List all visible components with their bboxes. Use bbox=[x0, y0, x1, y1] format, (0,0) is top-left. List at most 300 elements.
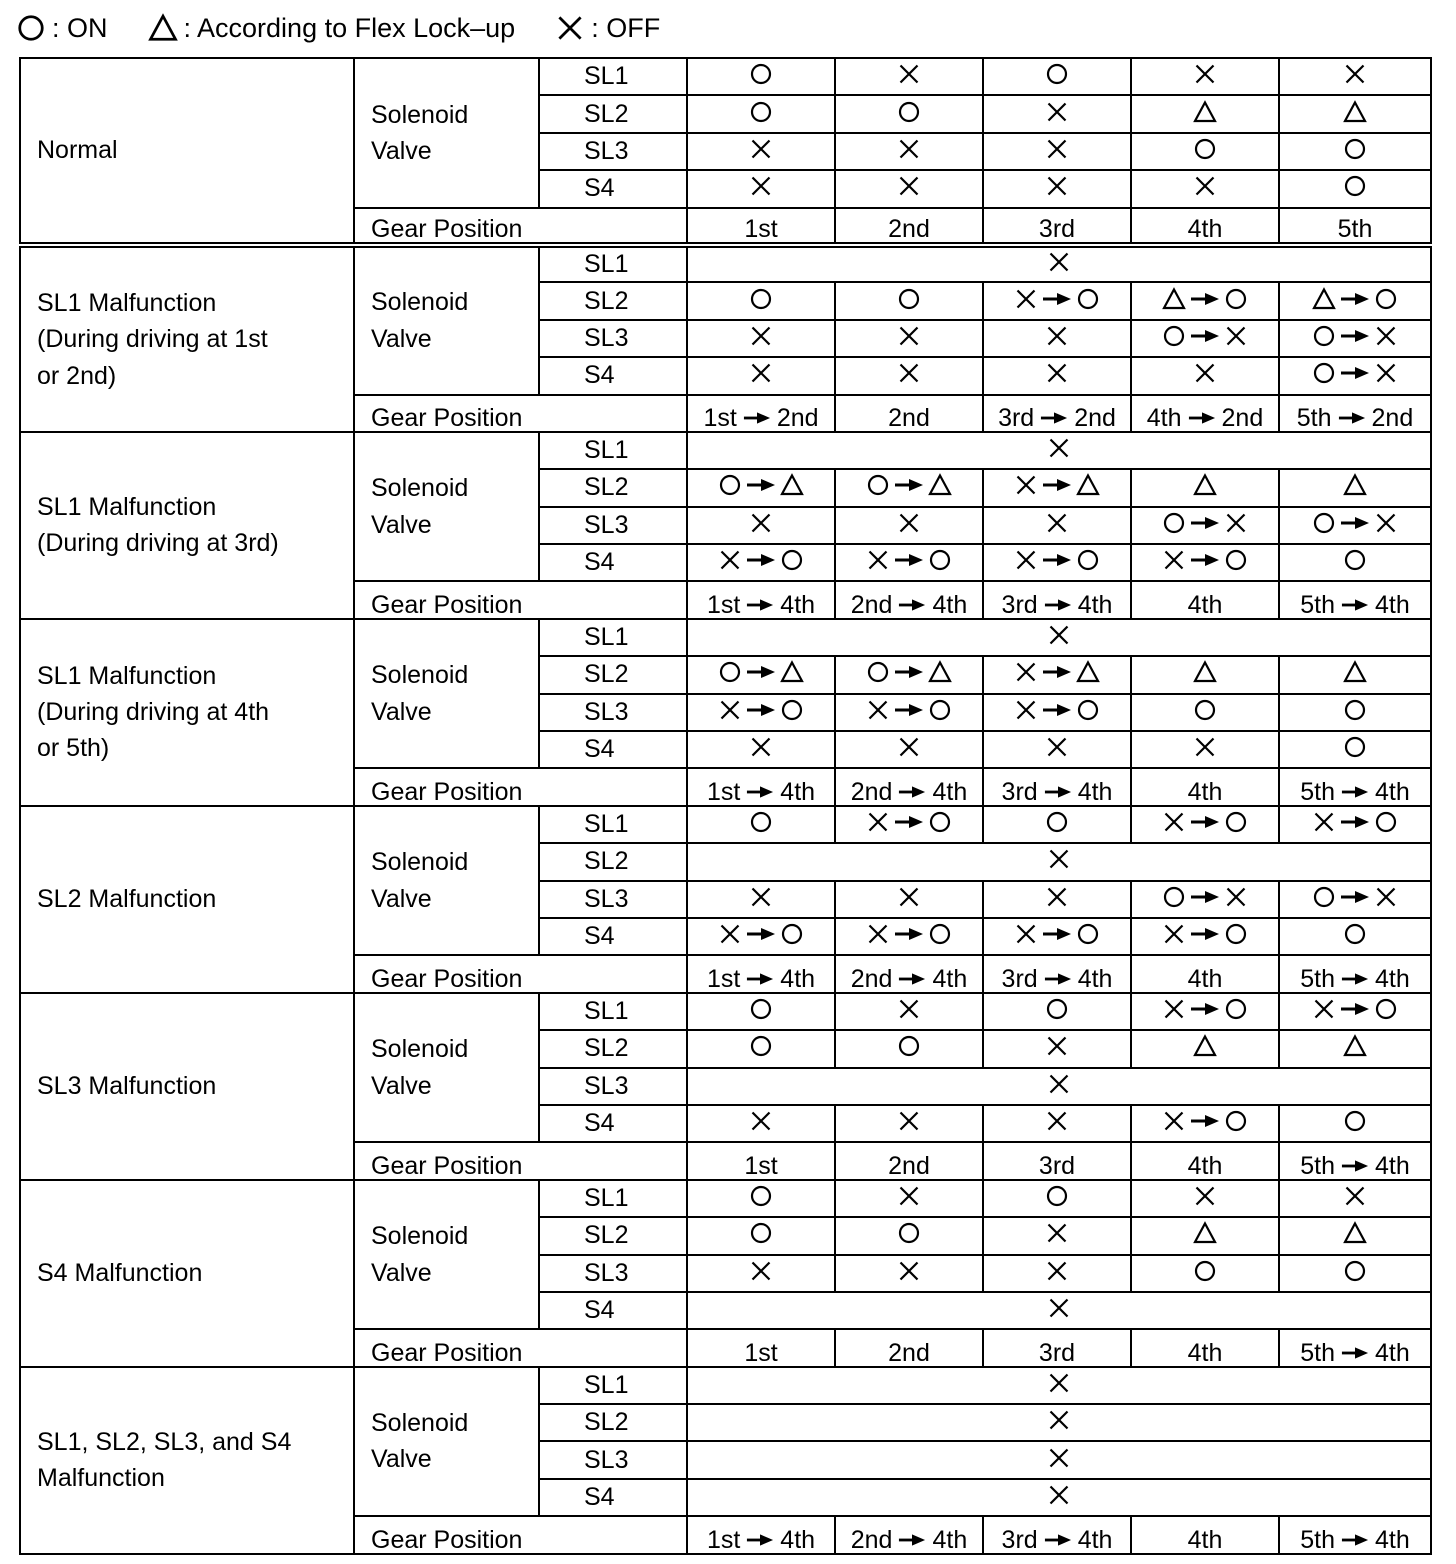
state-cell bbox=[835, 1217, 983, 1254]
arrow-right-icon bbox=[1340, 329, 1370, 343]
solenoid-valve-line: Solenoid bbox=[371, 288, 469, 317]
triangle-flex-lockup-icon bbox=[1076, 473, 1100, 497]
gear-position-value bbox=[1131, 581, 1279, 618]
circle-on-icon bbox=[749, 287, 773, 311]
gear-transition bbox=[998, 403, 1116, 432]
solenoid-row bbox=[20, 993, 1431, 1030]
gear-label: 4th bbox=[1187, 964, 1223, 993]
circle-on-icon bbox=[780, 548, 804, 572]
gear-transition bbox=[1001, 590, 1113, 619]
circle-on-icon bbox=[1162, 885, 1186, 909]
arrow-right-icon bbox=[746, 1533, 774, 1547]
state-cell bbox=[983, 95, 1131, 132]
gear-to: 4th bbox=[1077, 1525, 1113, 1554]
state-cell bbox=[835, 282, 983, 319]
gear-transition bbox=[706, 777, 816, 806]
cross-off-icon bbox=[897, 137, 921, 161]
arrow-right-icon bbox=[894, 703, 924, 717]
state-cell bbox=[1131, 918, 1279, 955]
gear-position-value bbox=[1131, 1516, 1279, 1553]
cross-off-icon bbox=[1162, 810, 1186, 834]
state-cell bbox=[687, 95, 835, 132]
circle-on-icon bbox=[1343, 735, 1367, 759]
circle-on-icon bbox=[1162, 511, 1186, 535]
cross-off-icon bbox=[1014, 287, 1038, 311]
gear-position-value bbox=[1279, 955, 1431, 992]
triangle-flex-lockup-icon bbox=[780, 473, 804, 497]
circle-on-icon bbox=[1045, 810, 1069, 834]
cross-off-icon bbox=[1224, 324, 1248, 348]
circle-on-icon bbox=[928, 810, 952, 834]
state-cell bbox=[687, 806, 835, 843]
gear-transition bbox=[706, 590, 816, 619]
state-cell bbox=[1131, 1217, 1279, 1254]
state-cell-all-gears bbox=[687, 843, 1431, 880]
state-cell bbox=[983, 1180, 1131, 1217]
condition-label bbox=[20, 58, 354, 245]
cross-off-icon bbox=[718, 548, 742, 572]
gear-from: 2nd bbox=[850, 777, 893, 806]
state-cell bbox=[1279, 1255, 1431, 1292]
gear-position-label: Gear Position bbox=[354, 1142, 687, 1179]
cross-off-icon bbox=[897, 361, 921, 385]
gear-from: 1st bbox=[706, 1525, 741, 1554]
state-cell bbox=[835, 357, 983, 394]
state-cell bbox=[983, 731, 1131, 768]
legend-text: : OFF bbox=[591, 12, 661, 43]
gear-from: 3rd bbox=[1001, 590, 1038, 619]
gear-position-value bbox=[687, 1142, 835, 1179]
gear-to: 4th bbox=[932, 590, 968, 619]
gear-label: 4th bbox=[1187, 1151, 1223, 1180]
solenoid-name: SL1 bbox=[539, 619, 687, 656]
state-cell-all-gears bbox=[687, 1068, 1431, 1105]
solenoid-name: SL1 bbox=[539, 806, 687, 843]
triangle-flex-lockup-icon bbox=[928, 473, 952, 497]
cross-off-icon bbox=[866, 922, 890, 946]
triangle-flex-lockup-icon bbox=[1076, 660, 1100, 684]
cross-off-icon bbox=[897, 174, 921, 198]
gear-transition bbox=[1296, 403, 1414, 432]
triangle-flex-lockup-icon bbox=[1343, 1221, 1367, 1245]
circle-on-icon bbox=[1343, 1259, 1367, 1283]
cross-off-icon bbox=[749, 1259, 773, 1283]
circle-on-icon bbox=[749, 1221, 773, 1245]
cross-off-icon bbox=[718, 922, 742, 946]
solenoid-valve-line: Valve bbox=[371, 1071, 432, 1100]
circle-on-icon bbox=[1193, 137, 1217, 161]
gear-transition bbox=[850, 590, 968, 619]
gear-transition bbox=[1001, 964, 1113, 993]
solenoid-name: S4 bbox=[539, 170, 687, 207]
gear-position-value bbox=[1279, 1329, 1431, 1366]
circle-on-icon bbox=[749, 810, 773, 834]
gear-label: 3rd bbox=[1038, 1338, 1076, 1367]
arrow-right-icon bbox=[1341, 785, 1369, 799]
solenoid-valve-line: Valve bbox=[371, 510, 432, 539]
state-cell bbox=[835, 1255, 983, 1292]
gear-to: 4th bbox=[1375, 590, 1410, 619]
solenoid-valve-line: Valve bbox=[371, 1258, 432, 1287]
gear-to: 2nd bbox=[1074, 403, 1116, 432]
gear-position-value bbox=[835, 1329, 983, 1366]
solenoid-valve-label bbox=[354, 432, 539, 582]
cross-off-icon bbox=[897, 1184, 921, 1208]
solenoid-name: SL1 bbox=[539, 58, 687, 95]
legend-text: : According to Flex Lock–up bbox=[183, 12, 516, 43]
solenoid-name: SL3 bbox=[539, 1068, 687, 1105]
state-cell bbox=[835, 544, 983, 581]
arrow-right-icon bbox=[746, 703, 776, 717]
gear-position-value bbox=[687, 395, 835, 432]
arrow-right-icon bbox=[894, 553, 924, 567]
legend-item bbox=[148, 13, 516, 44]
gear-position-value bbox=[1131, 955, 1279, 992]
legend-item bbox=[555, 13, 660, 44]
gear-position-value bbox=[835, 768, 983, 805]
cross-off-icon bbox=[1045, 1034, 1069, 1058]
state-cell-all-gears bbox=[687, 1441, 1431, 1478]
solenoid-name: SL2 bbox=[539, 1217, 687, 1254]
triangle-flex-lockup-icon bbox=[1193, 1221, 1217, 1245]
gear-position-value bbox=[983, 768, 1131, 805]
gear-to: 4th bbox=[1375, 777, 1410, 806]
state-cell bbox=[983, 170, 1131, 207]
circle-on-icon bbox=[749, 997, 773, 1021]
gear-to: 4th bbox=[932, 1525, 968, 1554]
cross-off-icon bbox=[1045, 137, 1069, 161]
solenoid-name: SL1 bbox=[539, 245, 687, 282]
gear-label: 2nd bbox=[888, 214, 930, 243]
gear-from: 5th bbox=[1300, 777, 1335, 806]
gear-label: 4th bbox=[1187, 590, 1223, 619]
state-cell bbox=[1279, 694, 1431, 731]
gear-transition bbox=[1146, 403, 1264, 432]
gear-from: 1st bbox=[706, 590, 741, 619]
circle-on-icon bbox=[897, 1034, 921, 1058]
arrow-right-icon bbox=[746, 598, 774, 612]
cross-off-icon bbox=[1014, 473, 1038, 497]
cross-off-icon bbox=[1193, 1184, 1217, 1208]
condition-line: SL1 Malfunction bbox=[37, 661, 217, 690]
triangle-flex-lockup-icon bbox=[1193, 1034, 1217, 1058]
solenoid-name: SL3 bbox=[539, 507, 687, 544]
gear-position-value bbox=[835, 1142, 983, 1179]
circle-on-icon bbox=[718, 660, 742, 684]
circle-on-icon bbox=[1312, 885, 1336, 909]
state-cell bbox=[1279, 544, 1431, 581]
state-cell bbox=[687, 320, 835, 357]
arrow-right-icon bbox=[894, 478, 924, 492]
gear-position-label: Gear Position bbox=[354, 1329, 687, 1366]
condition-line: or 2nd) bbox=[37, 361, 117, 390]
state-cell bbox=[687, 1217, 835, 1254]
gear-from: 3rd bbox=[1001, 964, 1038, 993]
solenoid-valve-line: Solenoid bbox=[371, 1409, 469, 1438]
gear-position-label: Gear Position bbox=[354, 581, 687, 618]
cross-off-icon bbox=[1162, 548, 1186, 572]
solenoid-valve-line: Valve bbox=[371, 136, 432, 165]
circle-on-icon bbox=[1193, 698, 1217, 722]
gear-from: 5th bbox=[1296, 403, 1332, 432]
state-cell bbox=[835, 694, 983, 731]
gear-to: 2nd bbox=[776, 403, 819, 432]
solenoid-valve-label bbox=[354, 245, 539, 395]
circle-on-icon bbox=[718, 473, 742, 497]
solenoid-valve-line: Valve bbox=[371, 697, 432, 726]
cross-off-icon bbox=[1224, 511, 1248, 535]
cross-off-icon bbox=[866, 698, 890, 722]
state-cell-all-gears bbox=[687, 619, 1431, 656]
condition-line: (During driving at 1st bbox=[37, 325, 268, 354]
arrow-right-icon bbox=[1341, 1346, 1369, 1360]
gear-from: 1st bbox=[706, 777, 741, 806]
circle-on-icon bbox=[1374, 997, 1398, 1021]
triangle-flex-lockup-icon bbox=[1343, 1034, 1367, 1058]
gear-to: 4th bbox=[1375, 964, 1410, 993]
gear-position-value bbox=[687, 1516, 835, 1553]
gear-position-value bbox=[983, 1142, 1131, 1179]
gear-position-value bbox=[1131, 1142, 1279, 1179]
cross-off-icon bbox=[1193, 735, 1217, 759]
gear-position-value bbox=[835, 581, 983, 618]
cross-off-icon bbox=[1045, 100, 1069, 124]
solenoid-name: SL2 bbox=[539, 282, 687, 319]
arrow-right-icon bbox=[1190, 1114, 1220, 1128]
circle-on-icon bbox=[1374, 287, 1398, 311]
state-cell bbox=[1279, 95, 1431, 132]
gear-transition bbox=[1001, 777, 1113, 806]
circle-on-icon bbox=[928, 548, 952, 572]
gear-position-value bbox=[1279, 581, 1431, 618]
solenoid-valve-line: Valve bbox=[371, 324, 432, 353]
arrow-right-icon bbox=[898, 1533, 926, 1547]
cross-off-icon bbox=[1045, 511, 1069, 535]
state-cell bbox=[1131, 507, 1279, 544]
state-cell bbox=[1279, 1105, 1431, 1142]
arrow-right-icon bbox=[1044, 598, 1072, 612]
state-cell bbox=[687, 1105, 835, 1142]
cross-off-icon bbox=[866, 810, 890, 834]
gear-from: 2nd bbox=[850, 590, 893, 619]
arrow-right-icon bbox=[1341, 1533, 1369, 1547]
state-cell bbox=[835, 1030, 983, 1067]
cross-off-icon bbox=[1047, 623, 1071, 647]
cross-off-icon bbox=[1312, 997, 1336, 1021]
solenoid-name: S4 bbox=[539, 1105, 687, 1142]
gear-to: 4th bbox=[1077, 590, 1113, 619]
state-cell bbox=[983, 1105, 1131, 1142]
state-cell-all-gears bbox=[687, 1292, 1431, 1329]
arrow-right-icon bbox=[1044, 1533, 1072, 1547]
cross-off-icon bbox=[749, 511, 773, 535]
state-cell bbox=[983, 806, 1131, 843]
state-cell bbox=[835, 918, 983, 955]
arrow-right-icon bbox=[746, 785, 774, 799]
solenoid-valve-label bbox=[354, 58, 539, 208]
arrow-right-icon bbox=[1042, 665, 1072, 679]
cross-off-icon bbox=[897, 735, 921, 759]
state-cell bbox=[1131, 320, 1279, 357]
state-cell bbox=[687, 544, 835, 581]
condition-line: Normal bbox=[37, 136, 118, 165]
state-cell bbox=[835, 320, 983, 357]
circle-on-icon bbox=[1224, 1109, 1248, 1133]
state-cell bbox=[835, 881, 983, 918]
gear-to: 4th bbox=[780, 1525, 816, 1554]
state-cell bbox=[835, 806, 983, 843]
state-cell bbox=[1279, 993, 1431, 1030]
gear-position-value bbox=[835, 955, 983, 992]
circle-on-icon bbox=[749, 1184, 773, 1208]
gear-position-value bbox=[835, 208, 983, 245]
triangle-flex-lockup-icon bbox=[1343, 473, 1367, 497]
state-cell bbox=[1131, 1255, 1279, 1292]
arrow-right-icon bbox=[746, 927, 776, 941]
arrow-right-icon bbox=[743, 411, 771, 425]
circle-on-icon bbox=[1312, 511, 1336, 535]
state-cell bbox=[1279, 357, 1431, 394]
solenoid-name: S4 bbox=[539, 1479, 687, 1516]
solenoid-row bbox=[20, 1367, 1431, 1404]
legend bbox=[16, 8, 700, 48]
arrow-right-icon bbox=[1338, 411, 1366, 425]
gear-label: 1st bbox=[744, 1151, 778, 1180]
arrow-right-icon bbox=[1044, 785, 1072, 799]
state-cell bbox=[983, 133, 1131, 170]
cross-off-icon bbox=[1374, 511, 1398, 535]
gear-position-value bbox=[687, 768, 835, 805]
cross-off-icon bbox=[1047, 436, 1071, 460]
solenoid-name: SL3 bbox=[539, 694, 687, 731]
circle-on-icon bbox=[866, 473, 890, 497]
cross-off-icon bbox=[1162, 1109, 1186, 1133]
state-cell bbox=[1131, 357, 1279, 394]
solenoid-name: S4 bbox=[539, 918, 687, 955]
state-cell bbox=[1131, 133, 1279, 170]
state-cell bbox=[1279, 469, 1431, 506]
circle-on-icon bbox=[1312, 324, 1336, 348]
solenoid-row bbox=[20, 1180, 1431, 1217]
condition-label bbox=[20, 806, 354, 993]
state-cell bbox=[687, 133, 835, 170]
condition-line: SL1 Malfunction bbox=[37, 493, 217, 522]
state-cell bbox=[1279, 806, 1431, 843]
state-cell bbox=[983, 656, 1131, 693]
gear-label: 2nd bbox=[888, 1151, 930, 1180]
circle-on-icon bbox=[928, 922, 952, 946]
state-cell bbox=[1131, 1030, 1279, 1067]
state-cell bbox=[983, 469, 1131, 506]
gear-from: 2nd bbox=[850, 1525, 893, 1554]
gear-position-value bbox=[983, 581, 1131, 618]
gear-position-value bbox=[687, 955, 835, 992]
gear-transition bbox=[706, 964, 816, 993]
gear-position-value bbox=[983, 1329, 1131, 1366]
gear-transition bbox=[850, 964, 968, 993]
solenoid-name: SL2 bbox=[539, 843, 687, 880]
state-cell bbox=[983, 1217, 1131, 1254]
solenoid-name: SL1 bbox=[539, 1367, 687, 1404]
cross-off-icon bbox=[897, 1109, 921, 1133]
state-cell bbox=[687, 507, 835, 544]
state-cell bbox=[983, 282, 1131, 319]
condition-label bbox=[20, 993, 354, 1180]
circle-on-icon bbox=[1193, 1259, 1217, 1283]
condition-label bbox=[20, 245, 354, 432]
arrow-right-icon bbox=[1340, 1002, 1370, 1016]
state-cell bbox=[1131, 694, 1279, 731]
gear-label: 1st bbox=[744, 1338, 778, 1367]
solenoid-valve-line: Solenoid bbox=[371, 1035, 469, 1064]
solenoid-row bbox=[20, 432, 1431, 469]
cross-off-icon bbox=[1014, 922, 1038, 946]
state-cell bbox=[1279, 282, 1431, 319]
gear-position-value bbox=[1279, 395, 1431, 432]
cross-off-icon bbox=[1047, 1371, 1071, 1395]
solenoid-name: SL2 bbox=[539, 1030, 687, 1067]
gear-label: 2nd bbox=[888, 403, 930, 432]
cross-off-icon bbox=[1045, 361, 1069, 385]
solenoid-valve-label bbox=[354, 993, 539, 1143]
gear-position-value bbox=[1279, 1142, 1431, 1179]
circle-on-icon bbox=[1162, 324, 1186, 348]
state-cell bbox=[687, 282, 835, 319]
gear-position-label: Gear Position bbox=[354, 768, 687, 805]
circle-on-icon bbox=[1343, 1109, 1367, 1133]
solenoid-malfunction-table bbox=[19, 57, 1432, 1555]
cross-off-icon bbox=[749, 735, 773, 759]
gear-transition bbox=[850, 1525, 968, 1554]
solenoid-valve-line: Solenoid bbox=[371, 474, 469, 503]
state-cell bbox=[687, 1180, 835, 1217]
cross-off-icon bbox=[749, 174, 773, 198]
gear-transition bbox=[1300, 777, 1410, 806]
arrow-right-icon bbox=[1341, 1159, 1369, 1173]
circle-on-icon bbox=[1076, 287, 1100, 311]
cross-off-icon bbox=[1193, 174, 1217, 198]
circle-on-icon bbox=[1312, 361, 1336, 385]
condition-line: (During driving at 3rd) bbox=[37, 529, 279, 558]
cross-off-icon bbox=[866, 548, 890, 572]
gear-position-value bbox=[1131, 208, 1279, 245]
state-cell bbox=[1279, 1180, 1431, 1217]
solenoid-name: SL1 bbox=[539, 993, 687, 1030]
arrow-right-icon bbox=[1190, 516, 1220, 530]
cross-off-icon bbox=[1343, 62, 1367, 86]
solenoid-valve-label bbox=[354, 1180, 539, 1330]
circle-on-icon bbox=[1343, 922, 1367, 946]
arrow-right-icon bbox=[898, 972, 926, 986]
cross-off-icon bbox=[749, 885, 773, 909]
gear-to: 4th bbox=[780, 964, 816, 993]
state-cell bbox=[835, 507, 983, 544]
state-cell bbox=[1279, 320, 1431, 357]
circle-on-icon bbox=[1045, 997, 1069, 1021]
triangle-flex-lockup-icon bbox=[1193, 473, 1217, 497]
arrow-right-icon bbox=[1340, 815, 1370, 829]
cross-off-icon bbox=[749, 361, 773, 385]
state-cell-all-gears bbox=[687, 245, 1431, 282]
solenoid-name: S4 bbox=[539, 544, 687, 581]
gear-to: 4th bbox=[1077, 964, 1113, 993]
arrow-right-icon bbox=[746, 553, 776, 567]
state-cell bbox=[835, 170, 983, 207]
cross-off-icon bbox=[897, 62, 921, 86]
state-cell bbox=[983, 58, 1131, 95]
gear-transition bbox=[1300, 590, 1410, 619]
cross-off-icon bbox=[1047, 1446, 1071, 1470]
